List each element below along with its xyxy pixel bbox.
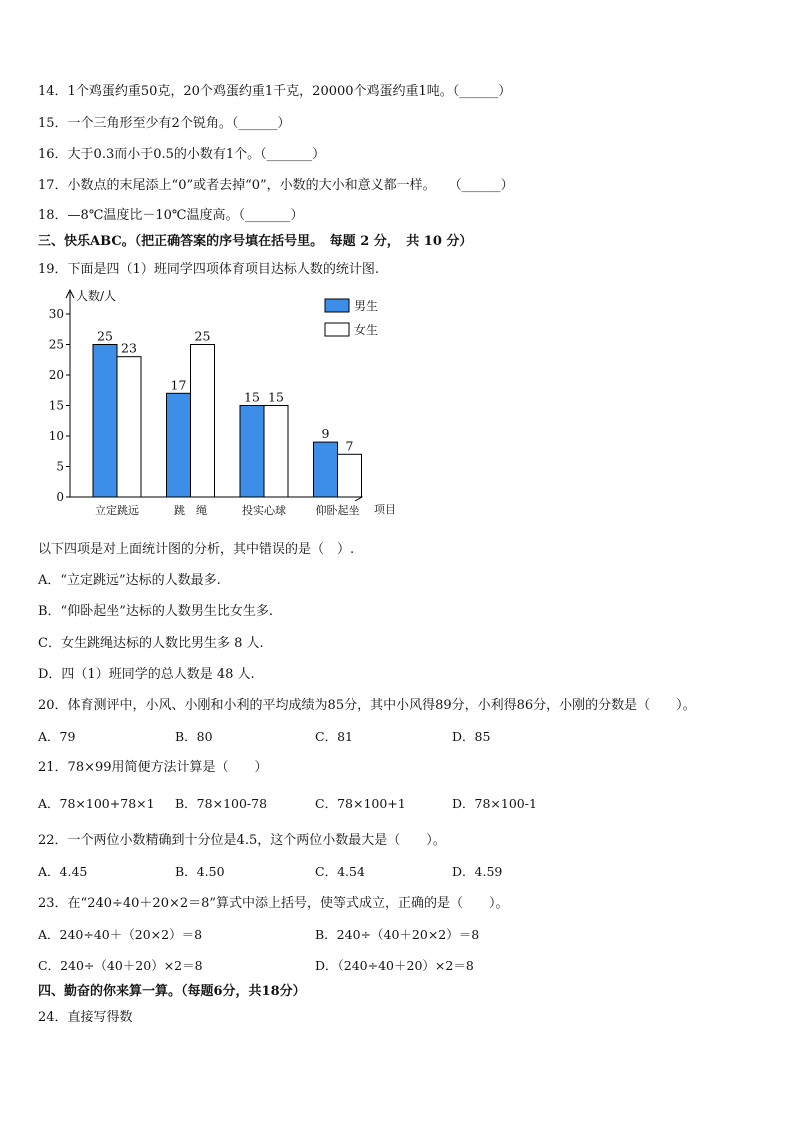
section-4-title: 四、勤奋的你来算一算。（每题6分，共18分） [38,984,306,999]
question-18: 18．—8℃温度比－10℃温度高。（_______） [38,208,304,223]
y-tick-label: 0 [56,490,64,504]
bar-value-label: 15 [244,389,260,405]
bar-girls [117,357,141,497]
question-20-option-b: B．80 [175,729,213,744]
bar-value-label: 15 [268,389,284,405]
bar-girls [191,345,215,498]
bar-value-label: 7 [345,438,354,454]
y-axis-label: 人数/人 [76,289,117,303]
question-16: 16．大于0.3而小于0.5的小数有1个。（_______） [38,147,326,162]
question-20-option-a: A．79 [38,729,76,744]
legend-label-boys: 男生 [354,299,379,313]
y-tick-label: 10 [48,429,64,443]
legend-swatch-girls [325,323,349,336]
bar-value-label: 9 [321,426,330,442]
question-17: 17．小数点的末尾添上“0”或者去掉“0”，小数的大小和意义都一样。 （______） [38,178,514,193]
question-20-option-c: C．81 [315,729,353,744]
question-20-option-d: D．85 [452,729,491,744]
question-19-option-a: A．“立定跳远”达标的人数最多. [38,573,221,588]
section-3-title: 三、快乐ABC。（把正确答案的序号填在括号里。 每题 2 分， 共 10 分） [38,234,473,249]
question-21-stem: 21．78×99用简便方法计算是（ ） [38,760,268,775]
question-22-option-a: A．4.45 [38,864,88,879]
legend-swatch-boys [325,299,349,312]
bar-girls [338,454,362,497]
y-tick-label: 20 [48,368,64,382]
question-19-analysis: 以下四项是对上面统计图的分析，其中错误的是（ ）. [38,542,355,557]
category-label: 投实心球 [242,504,286,517]
question-21-option-b: B．78×100-78 [175,796,268,811]
bar-boys [314,442,338,497]
question-23-stem: 23．在“240÷40＋20×2＝8”算式中添上括号，使等式成立，正确的是（ ）。 [38,896,509,911]
category-label: 跳 绳 [174,504,207,517]
x-axis-label: 项目 [374,503,396,516]
question-20-stem: 20．体育测评中，小风、小刚和小利的平均成绩为85分，其中小风得89分，小利得86分，小刚的分数是（ ）。 [38,698,696,713]
question-23-option-c: C．240÷（40＋20）×2＝8 [38,958,203,973]
question-22-stem: 22．一个两位小数精确到十分位是4.5，这个两位小数最大是（ ）。 [38,833,446,848]
bar-value-label: 25 [97,328,113,344]
question-24-stem: 24．直接写得数 [38,1010,133,1025]
bar-chart [40,282,420,522]
y-tick-label: 15 [48,398,64,413]
y-tick-label: 25 [48,337,64,352]
question-23-option-a: A．240÷40＋（20×2）＝8 [38,927,203,942]
question-21-option-a: A．78×100+78×1 [38,796,155,811]
question-19-stem: 19．下面是四（1）班同学四项体育项目达标人数的统计图. [38,262,379,277]
bar-boys [167,393,191,497]
question-19-option-d: D．四（1）班同学的总人数是 48 人. [38,667,255,682]
category-label: 仰卧起坐 [315,504,360,517]
question-14: 14．1个鸡蛋约重50克，20个鸡蛋约重1千克，20000个鸡蛋约重1吨。（______） [38,84,512,99]
question-21-option-c: C．78×100+1 [315,796,406,811]
chart-legend [325,298,378,337]
question-23-option-d: D．（240÷40＋20）×2＝8 [315,958,474,973]
bar-value-label: 23 [121,340,137,356]
category-label: 立定跳远 [95,504,139,517]
question-22-option-d: D．4.59 [452,864,503,879]
legend-label-girls: 女生 [354,323,379,337]
question-22-option-b: B．4.50 [175,864,225,879]
bar-value-label: 17 [170,377,187,393]
chart-bars [93,345,362,498]
bar-boys [240,406,264,498]
question-23-option-b: B．240÷（40＋20×2）＝8 [315,927,480,942]
question-19-option-c: C．女生跳绳达标的人数比男生多 8 人. [38,636,264,651]
bar-girls [264,406,288,498]
y-tick-label: 5 [56,459,64,474]
question-21-option-d: D．78×100-1 [452,796,537,811]
bar-value-label: 25 [194,328,211,344]
y-tick-label: 30 [48,307,64,321]
bar-boys [93,345,117,498]
question-15: 15．一个三角形至少有2个锐角。（______） [38,116,291,131]
question-22-option-c: C．4.54 [315,864,365,879]
question-19-option-b: B．“仰卧起坐”达标的人数男生比女生多. [38,604,273,619]
